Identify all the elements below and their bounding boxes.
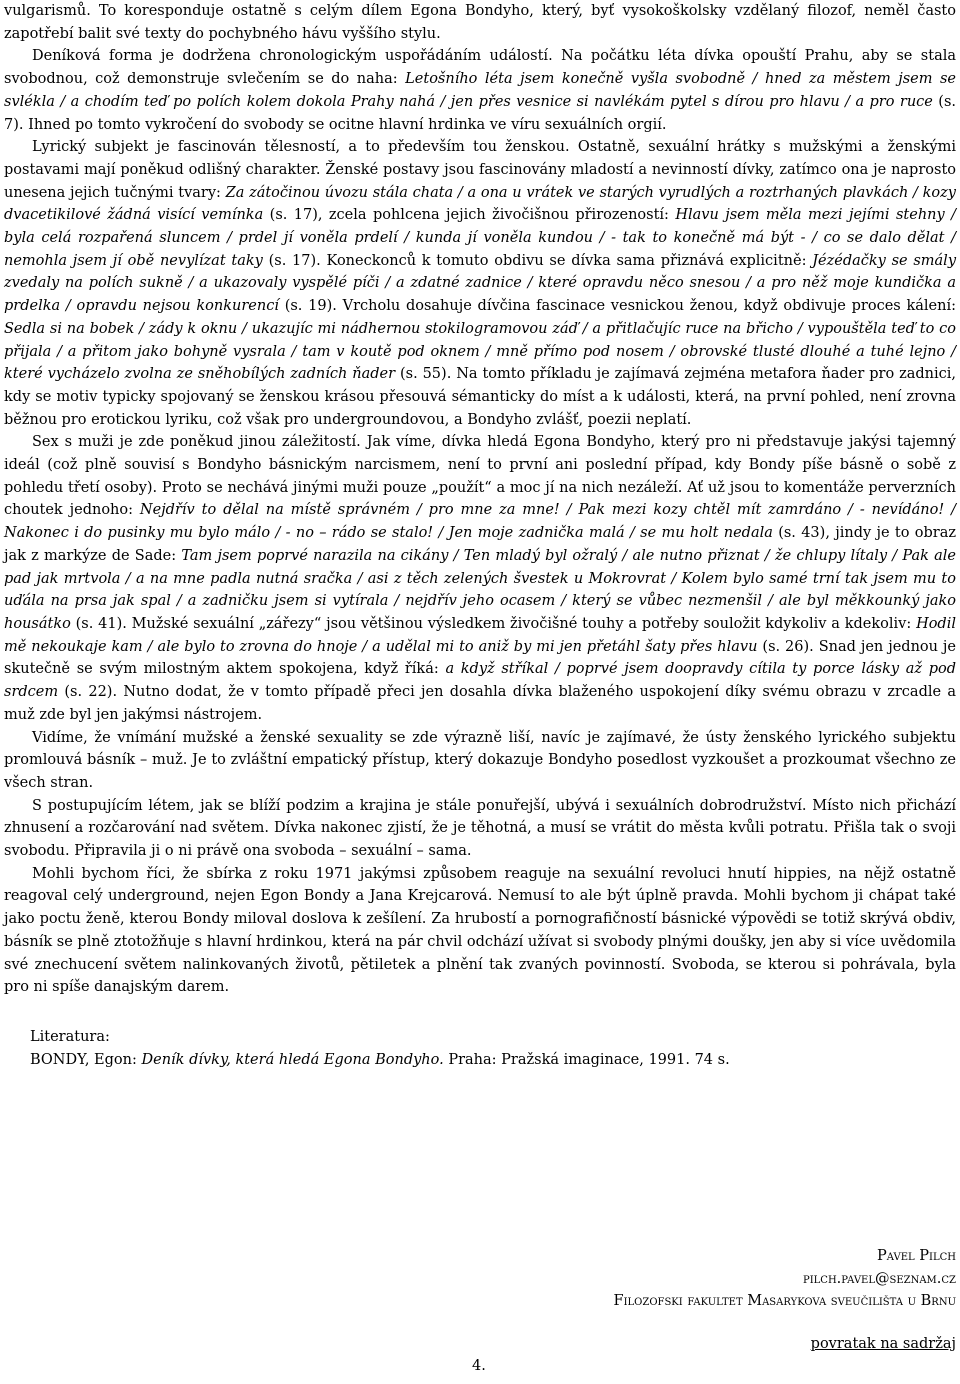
quoted-verse: a když stříkal / poprvé jsem doopravdy cítila ty porce lásky až pod srdcem <box>4 661 956 701</box>
quoted-verse: Letošního léta jsem konečně vyšla svobodně / hned za městem jsem se svlékla / a chodím teď po polích kolem dokola Prahy nahá / jen přes vesnice si navlékám pytel s dírou pro hlavu / a pro ruce <box>4 71 956 110</box>
quoted-verse: Hodil mě nekoukaje kam / ale bylo to zrovna do hnoje / a udělal mi to aniž by mi jen přetáhl šaty přes hlavu <box>4 615 956 655</box>
paragraph <box>4 0 956 45</box>
author-name: Pavel Pilch <box>877 1248 956 1264</box>
paragraph-text: (s. 17), zcela pohlcena jejich živočišnou přirozeností: <box>263 207 676 224</box>
paragraph-text: Vidíme, že vnímání mužské a ženské sexuality se zde výrazně liší, navíc je zajímavé, že ústy ženského lyrického subjektu promlouvá básník – muž. Je to zvláštní empatický přístup, který dokazuje Bondyho posedlost vyzkoušet a prozkoumat všechno ze všech stran. <box>4 729 956 791</box>
paragraph-text: Deníková forma je dodržena chronologickým uspořádáním událostí. Na počátku léta dívka opouští Prahu, aby se stala svobodnou, což demonstruje svlečením se do naha: <box>4 48 956 88</box>
paragraph <box>4 863 956 999</box>
paragraph <box>4 136 956 431</box>
paragraph-text: (s. 22). Nutno dodat, že v tomto případě přeci jen dosahla dívka blaženého uspokojení díky svému obrazu v zrcadle a muž zde byl jen jakýmsi nástrojem. <box>4 684 956 723</box>
back-to-contents-link[interactable]: povratak na sadržaj <box>810 1336 956 1352</box>
paragraph-text: (s. 55). Na tomto příkladu je zajímavá zejména metafora ňader pro zadnici, kdy se motiv typicky spojovaný se ženskou krásou přesouvá sémanticky do míst a k události, která, na první pohled, není zrovna běžnou pro erotickou lyriku, což však pro undergroundovou, a Bondyho zvlášť, poezii neplatí. <box>4 366 956 428</box>
paragraph-text: (s. 43), jindy je to obraz jak z markýze de Sade: <box>4 525 956 564</box>
paragraph-text: S postupujícím létem, jak se blíží podzim a krajina je stále ponuřejší, ubývá i sexuálních dobrodružství. Místo nich přichází zhnusení a rozčarování nad světem. Dívka nakonec zjistí, že je těhotná, a musí se vrátit do města kvůli potratu. Přišla tak o svoji svobodu. Připravila ji o ni právě ona svoboda – sexuální – sama. <box>4 797 956 860</box>
quoted-verse: Nejdřív to dělal na místě správném / pro mne za mne! / Pak mezi kozy chtěl mít zamrdáno / - nevídáno! / Nakonec i do pusinky mu bylo málo / - no – rádo se stalo! / Jen moje zadnička malá / se mu holt nedala <box>4 502 956 542</box>
paragraph-text: Lyrický subjekt je fascinován tělesností, a to především tou ženskou. Ostatně, sexuální hrátky s mužskými a ženskými postavami mají poněkud odlišný charakter. Ženské postavy jsou fascinovány mladostí a nevinností dívky, zatímco ona je naprosto unesena jejich tučnými tvary: <box>4 139 956 201</box>
paragraph-text: (s. 26). Snad jen jednou je skutečně se svým milostným aktem spokojena, když říká: <box>4 638 956 678</box>
paragraph-text: (s. 7). Ihned po tomto vykročení do svobody se ocitne hlavní hrdinka ve víru sexuálních orgií. <box>4 93 957 133</box>
paragraph <box>4 431 956 726</box>
reference-entry <box>30 1049 956 1072</box>
author-affiliation: Filozofski fakultet Masarykova sveučilišta u Brnu <box>613 1293 956 1309</box>
paragraph-text: vulgarismů. To koresponduje ostatně s celým dílem Egona Bondyho, který, byť vysokoškolsky vzdělaný filozof, neměl často zapotřebí balit své texty do pochybného hávu vyššího stylu. <box>4 3 956 42</box>
references-section <box>4 1026 956 1071</box>
author-email: pilch.pavel@seznam.cz <box>802 1270 956 1287</box>
paragraph-text: (s. 17). Koneckonců k tomuto obdivu se dívka sama přiznává explicitně: <box>262 252 813 269</box>
paragraph <box>4 795 956 863</box>
paragraph <box>4 45 956 136</box>
reference-title: Deník dívky, která hledá Egona Bondyho. <box>141 1051 444 1068</box>
paragraph-text: Sex s muži je zde poněkud jinou záležitostí. Jak víme, dívka hledá Egona Bondyho, který pro ni představuje jakýsi tajemný ideál (což plně souvisí s Bondyho básnickým narcismem, není to první ani poslední případ, kdy Bondy píše básně o sobě z pohledu třetí osoby). Proto se nechává jinými muži pouze „použít“ a moc jí na nich nezáleží. Ať už jsou to komentáže perverzních choutek jednoho: <box>4 434 956 519</box>
page-number: 4. <box>472 1358 486 1374</box>
article-body <box>4 0 956 999</box>
quoted-verse: Hlavu jsem měla mezi jejími stehny / byla celá rozpařená sluncem / prdel jí voněla prdelí / kunda jí voněla kundou / - tak to konečně má být - / co se dalo dělat / nemohla jsem jí obě nevylízat taky <box>4 207 956 269</box>
quoted-verse: Sedla si na bobek / zády k oknu / ukazujíc mi nádhernou stokilogramovou záď / a přitlačujíc ruce na břicho / vypouštěla teď to co přijala / a přitom jako bohyně vysrala / tam v koutě pod oknem / mně přímo pod nosem / obrovské tlusté dlouhé a tuhé lejno / které vycházelo zvolna ze sněhobílých zadních ňader <box>4 320 956 383</box>
section-spacer <box>4 999 956 1026</box>
reference-publication: Praha: Pražská imaginace, 1991. 74 s. <box>443 1051 730 1068</box>
paragraph-text: Mohli bychom říci, že sbírka z roku 1971 jakýmsi způsobem reaguje na sexuální revoluci hnutí hippies, na nějž ostatně reagoval celý underground, nejen Egon Bondy a Jana Krejcarová. Nemusí to ale být úplně pravda. Mohli bychom ji chápat také jako poctu ženě, kterou Bondy miloval doslova k zešílení. Za hrubostí a pornografičností básnické výpovědi se totiž skrývá obdiv, básník se plně ztotožňuje s hlavní hrdinkou, která na pár chvil odchází užívat si svobody plnými doušky, jen aby si více uvědomila své znechucení světem nalinkovaných životů, pětiletek a plnění tak zvaných povinností. Svoboda, se kterou si pohrávala, byla pro ni spíše danajským darem. <box>4 865 956 996</box>
article-page <box>4 0 956 1071</box>
quoted-verse: Tam jsem poprvé narazila na cikány / Ten mladý byl ožralý / ale nutno přiznat / že chlupy lítaly / Pak ale pad jak mrtvola / a na mne padla nutná sračka / asi z těch zelených švestek u Mokrovrat / Kolem bylo samé trní tak jsem mu to uďála na prsa jak spal / a zadničku jsem si vytírala / nejdřív jeho ocasem / který se vůbec nezmenšil / ale byl měkkounký jako housátko <box>4 547 956 632</box>
paragraph <box>4 727 956 795</box>
references-heading: Literatura: <box>30 1028 110 1045</box>
author-block <box>614 1245 956 1313</box>
paragraph-text: (s. 41). Mužské sexuální „zářezy“ jsou většinou výsledkem živočišné touhy a potřeby souložit kdykoliv a kdekoliv: <box>70 615 917 632</box>
reference-author: BONDY, Egon: <box>30 1051 142 1068</box>
quoted-verse: Jézédačky se smály zvedaly na polích sukně / a ukazovaly vyspělé píči / a zdatné zadnice / které opravdu něco snesou / a pro něž moje kundička a prdelka / opravdu nejsou konkurencí <box>4 252 957 315</box>
quoted-verse: Za zátočinou úvozu stála chata / a ona u vrátek ve starých vyrudlých a roztrhaných plavkách / kozy dvacetikilové žádná visící vemínka <box>4 184 956 224</box>
paragraph-text: (s. 19). Vrcholu dosahuje dívčina fascinace vesnickou ženou, když obdivuje proces kálení: <box>278 298 956 315</box>
